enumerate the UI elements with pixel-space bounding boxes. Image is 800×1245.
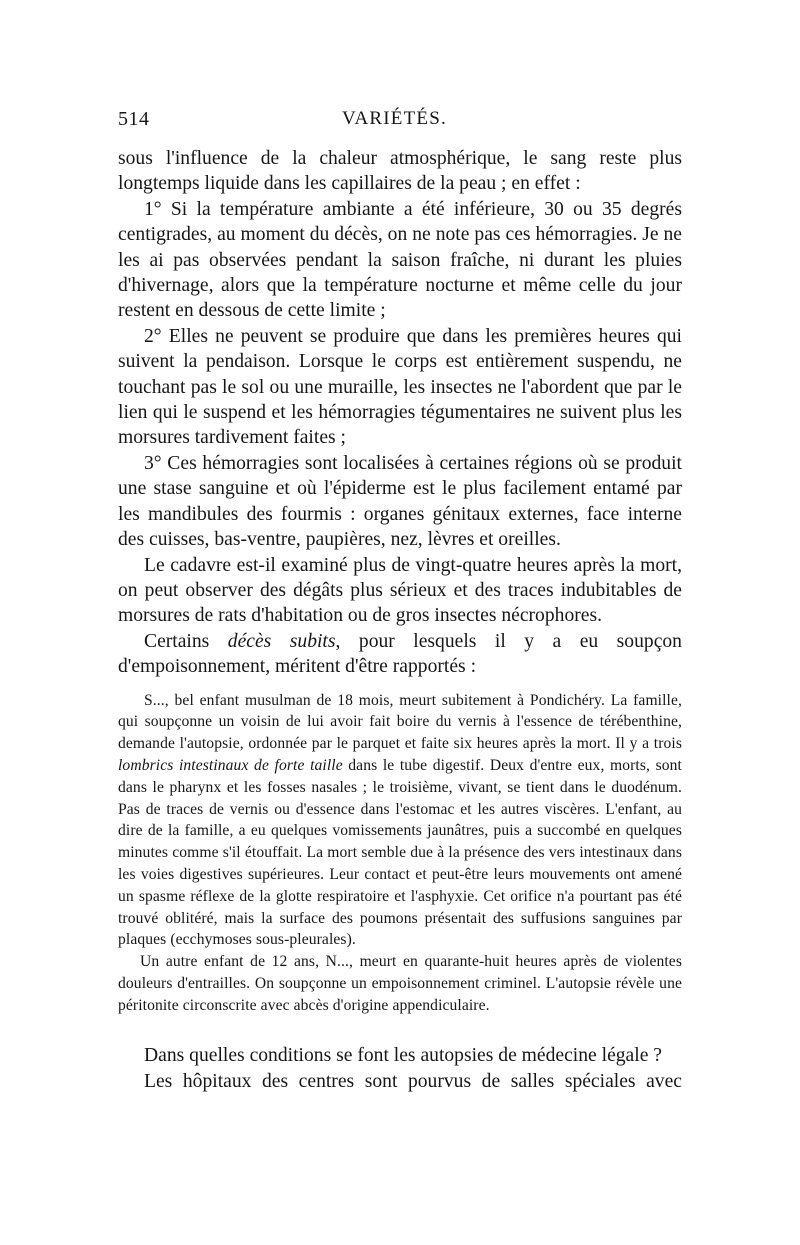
page-number: 514	[118, 108, 150, 130]
case-report-2: Un autre enfant de 12 ans, N..., meurt en quarante-huit heures après de violentes douleurs d'entrailles. On soupçonne un empoisonnement criminel. L'autopsie révèle une péritonite circonscrite avec abcès d'origine appendiculaire.	[118, 953, 682, 1014]
text-run: S..., bel enfant musulman de 18 mois, meurt subitement à Pondichéry. La famille, qui soupçonne un voisin de lui avoir fait boire du vernis à l'essence de térébenthine, demande l'autopsie, ordonnée par le parquet et faite six heures après la mort. Il y a trois	[118, 691, 682, 753]
running-head: VARIÉTÉS.	[342, 108, 447, 129]
paragraph-continuation: sous l'influence de la chaleur atmosphérique, le sang reste plus longtemps liquide dans les capillaires de la peau ; en effet :	[118, 148, 682, 195]
case-report-1	[118, 690, 682, 952]
paragraph-cadavre: Le cadavre est-il examiné plus de vingt-quatre heures après la mort, on peut observer des dégâts plus sérieux et des traces indubitables de morsures de rats d'habitation ou de gros insectes nécrophores.	[118, 554, 682, 627]
section-text	[118, 1043, 682, 1094]
main-text	[118, 146, 682, 680]
case-reports	[118, 690, 682, 1017]
text-run: dans le tube digestif. Deux d'entre eux, morts, sont dans le pharynx et les fosses nasales ; le troisième, vivant, se tient dans le duodénum. Pas de traces de vernis ou d'essence dans l'estomac et les autres viscères. L'enfant, au dire de la famille, a eu quelques vomissements jaunâtres, puis a succombé en quelques minutes comme s'il étouffait. La mort semble due à la présence des vers intestinaux dans les voies digestives supérieures. Leur contact et peut-être leurs mouvements ont amené un spasme réflexe de la glotte respiratoire et l'asphyxie. Cet orifice n'a pourtant pas été trouvé oblitéré, mais la surface des poumons présentait des suffusions sanguines par plaques (ecchymoses sous-pleurales).	[118, 756, 682, 949]
italic-term: décès subits	[227, 630, 336, 652]
paragraph-point-3: 3° Ces hémorragies sont localisées à certaines régions où se produit une stase sanguine et où l'épiderme est le plus facilement entamé par les mandibules des fourmis : organes génitaux externes, face interne des cuisses, bas-ventre, paupières, nez, lèvres et oreilles.	[118, 452, 682, 551]
paragraph-hopitaux: Les hôpitaux des centres sont pourvus de salles spéciales avec	[144, 1070, 682, 1092]
text-run: , pour lesquels il y a eu soupçon d'empoisonnement, méritent d'être rapportés :	[118, 630, 682, 678]
book-page	[118, 108, 682, 1094]
paragraph-point-2: 2° Elles ne peuvent se produire que dans les premières heures qui suivent la pendaison. Lorsque le corps est entièrement suspendu, ne touchant pas le sol ou une muraille, les insectes ne l'abordent que par le lien qui le suspend et les hémorragies tégumentaires ne suivent plus les morsures tardivement faites ;	[118, 325, 682, 449]
paragraph-question: Dans quelles conditions se font les autopsies de médecine légale ?	[144, 1045, 662, 1067]
paragraph-point-1: 1° Si la température ambiante a été inférieure, 30 ou 35 degrés centigrades, au moment du décès, on ne note pas ces hémorragies. Je ne les ai pas observées pendant la saison fraîche, ni durant les pluies d'hivernage, alors que la température nocturne et même celle du jour restent en dessous de cette limite ;	[118, 198, 682, 322]
text-run: Certains	[144, 630, 228, 652]
italic-term: lombrics intestinaux de forte taille	[118, 756, 343, 774]
page-header	[118, 108, 682, 138]
paragraph-deces-subits	[118, 629, 682, 680]
